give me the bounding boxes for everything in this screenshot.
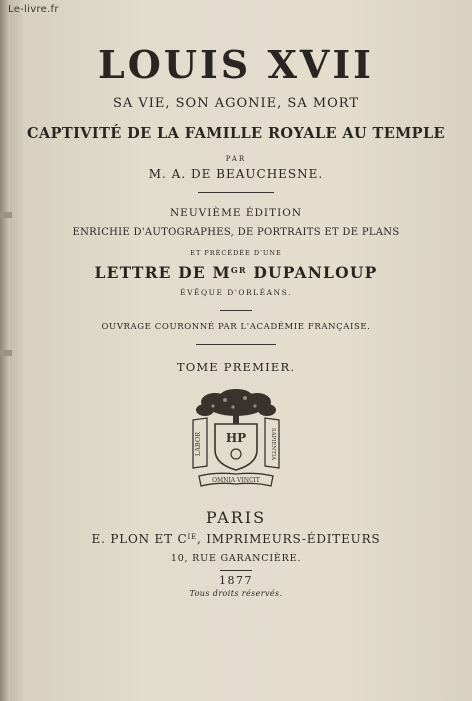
author-name: M. A. DE BEAUCHESNE.	[148, 167, 324, 181]
publisher-superscript: IE	[187, 533, 197, 541]
divider	[220, 570, 252, 571]
letter-line	[0, 263, 472, 282]
volume-label: TOME PREMIER.	[176, 360, 296, 374]
letter-line-text: LETTRE DE M	[94, 263, 231, 282]
divider	[220, 310, 252, 311]
publication-city: PARIS	[205, 508, 267, 527]
book-title: LOUIS XVII	[98, 42, 374, 87]
by-label: PAR	[225, 155, 247, 163]
book-subtitle-2: CAPTIVITÉ DE LA FAMILLE ROYALE AU TEMPLE	[26, 125, 445, 142]
enrichment-note: ENRICHIE D'AUTOGRAPHES, DE PORTRAITS ET DE PLANS	[72, 227, 400, 238]
emblem-bottom-banner: OMNIA VINCIT	[212, 477, 260, 484]
rights-notice: Tous droits réservés.	[189, 589, 283, 598]
publisher-emblem-icon	[185, 388, 287, 496]
divider	[196, 344, 276, 345]
publisher-line	[0, 532, 472, 546]
book-subtitle: SA VIE, SON AGONIE, SA MORT	[112, 96, 360, 111]
page-edge-mark	[0, 350, 12, 356]
publisher-role: , IMPRIMEURS-ÉDITEURS	[196, 532, 381, 546]
publisher-name: E. PLON ET C	[91, 532, 188, 546]
site-watermark: Le-livre.fr	[8, 4, 59, 15]
award-note: OUVRAGE COURONNÉ PAR L'ACADÉMIE FRANÇAISE.	[101, 322, 371, 332]
preceded-note: ET PRÉCÉDÉE D'UNE	[190, 249, 282, 257]
bishop-title: ÉVÊQUE D'ORLÉANS.	[180, 288, 292, 297]
divider	[198, 192, 274, 193]
emblem-monogram: HP	[225, 431, 247, 445]
publisher-address: 10, RUE GARANCIÈRE.	[170, 553, 302, 564]
letter-line-superscript: GR	[230, 265, 247, 275]
emblem-left-banner: LABOR	[194, 431, 202, 457]
publication-year: 1877	[219, 574, 253, 587]
emblem-right-banner: SAPIENTIA	[270, 427, 276, 461]
edition-label: NEUVIÈME ÉDITION	[169, 207, 303, 219]
letter-line-name: DUPANLOUP	[246, 263, 378, 282]
